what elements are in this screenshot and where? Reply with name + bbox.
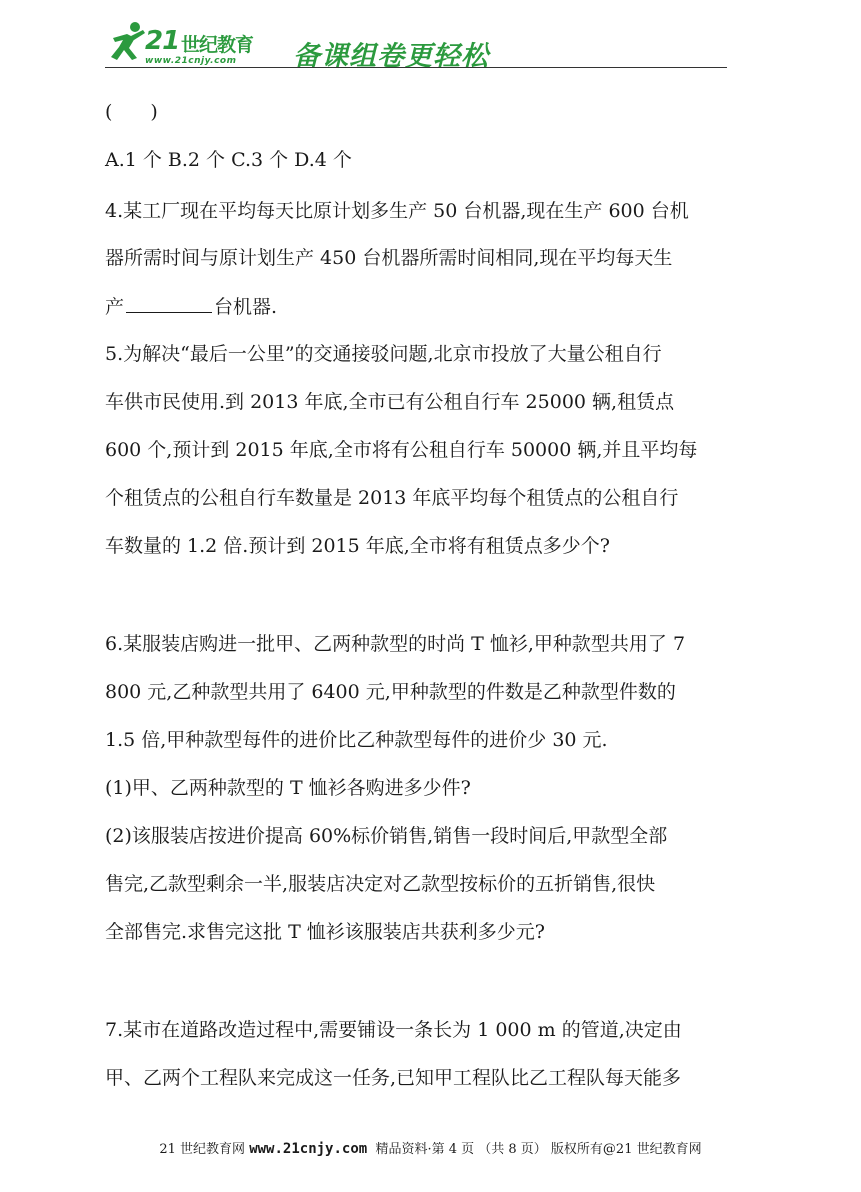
text-line: 7.某市在道路改造过程中,需要铺设一条长为 1 000 m 的管道,决定由 bbox=[105, 1019, 682, 1041]
logo-number: 21 bbox=[145, 26, 180, 56]
blank-prefix: 产 bbox=[105, 296, 125, 318]
footer-suffix: 精品资料·第 4 页 （共 8 页） 版权所有@21 世纪教育网 bbox=[367, 1142, 702, 1157]
fill-blank-line bbox=[105, 294, 277, 319]
text-line: 6.某服装店购进一批甲、乙两种款型的时尚 T 恤衫,甲种款型共用了 7 bbox=[105, 633, 686, 655]
header-divider bbox=[105, 67, 727, 68]
text-line: ( ) bbox=[105, 101, 158, 123]
text-line: 800 元,乙种款型共用了 6400 元,甲种款型的件数是乙种款型件数的 bbox=[105, 681, 676, 703]
text-line: 4.某工厂现在平均每天比原计划多生产 50 台机器,现在生产 600 台机 bbox=[105, 200, 689, 222]
page-footer bbox=[0, 1138, 861, 1157]
text-line: 售完,乙款型剩余一半,服装店决定对乙款型按标价的五折销售,很快 bbox=[105, 873, 656, 895]
text-line: 全部售完.求售完这批 T 恤衫该服装店共获利多少元? bbox=[105, 921, 545, 943]
footer-site-link[interactable]: www.21cnjy.com bbox=[249, 1141, 368, 1157]
header-slogan: 备课组卷更轻松 bbox=[293, 41, 489, 72]
text-line: 5.为解决“最后一公里”的交通接驳问题,北京市投放了大量公租自行 bbox=[105, 343, 662, 365]
blank-suffix: 台机器. bbox=[214, 296, 278, 318]
text-line: A.1 个 B.2 个 C.3 个 D.4 个 bbox=[105, 149, 352, 171]
text-line: (2)该服装店按进价提高 60%标价销售,销售一段时间后,甲款型全部 bbox=[105, 825, 668, 847]
text-line: 甲、乙两个工程队来完成这一任务,已知甲工程队比乙工程队每天能多 bbox=[105, 1067, 682, 1089]
text-line: 器所需时间与原计划生产 450 台机器所需时间相同,现在平均每天生 bbox=[105, 247, 673, 269]
text-line: 车供市民使用.到 2013 年底,全市已有公租自行车 25000 辆,租赁点 bbox=[105, 391, 675, 413]
text-line: 车数量的 1.2 倍.预计到 2015 年底,全市将有租赁点多少个? bbox=[105, 535, 610, 557]
logo-text: 世纪教育 bbox=[181, 34, 254, 56]
text-line: 1.5 倍,甲种款型每件的进价比乙种款型每件的进价少 30 元. bbox=[105, 729, 608, 751]
text-line: 600 个,预计到 2015 年底,全市将有公租自行车 50000 辆,并且平均每 bbox=[105, 439, 698, 461]
text-line: (1)甲、乙两种款型的 T 恤衫各购进多少件? bbox=[105, 777, 471, 799]
text-line: 个租赁点的公租自行车数量是 2013 年底平均每个租赁点的公租自行 bbox=[105, 487, 679, 509]
footer-prefix: 21 世纪教育网 bbox=[159, 1142, 250, 1157]
running-man-icon bbox=[105, 20, 147, 64]
answer-blank[interactable] bbox=[126, 294, 212, 313]
page-header bbox=[105, 20, 727, 70]
logo-url: www.21cnjy.com bbox=[145, 56, 237, 66]
